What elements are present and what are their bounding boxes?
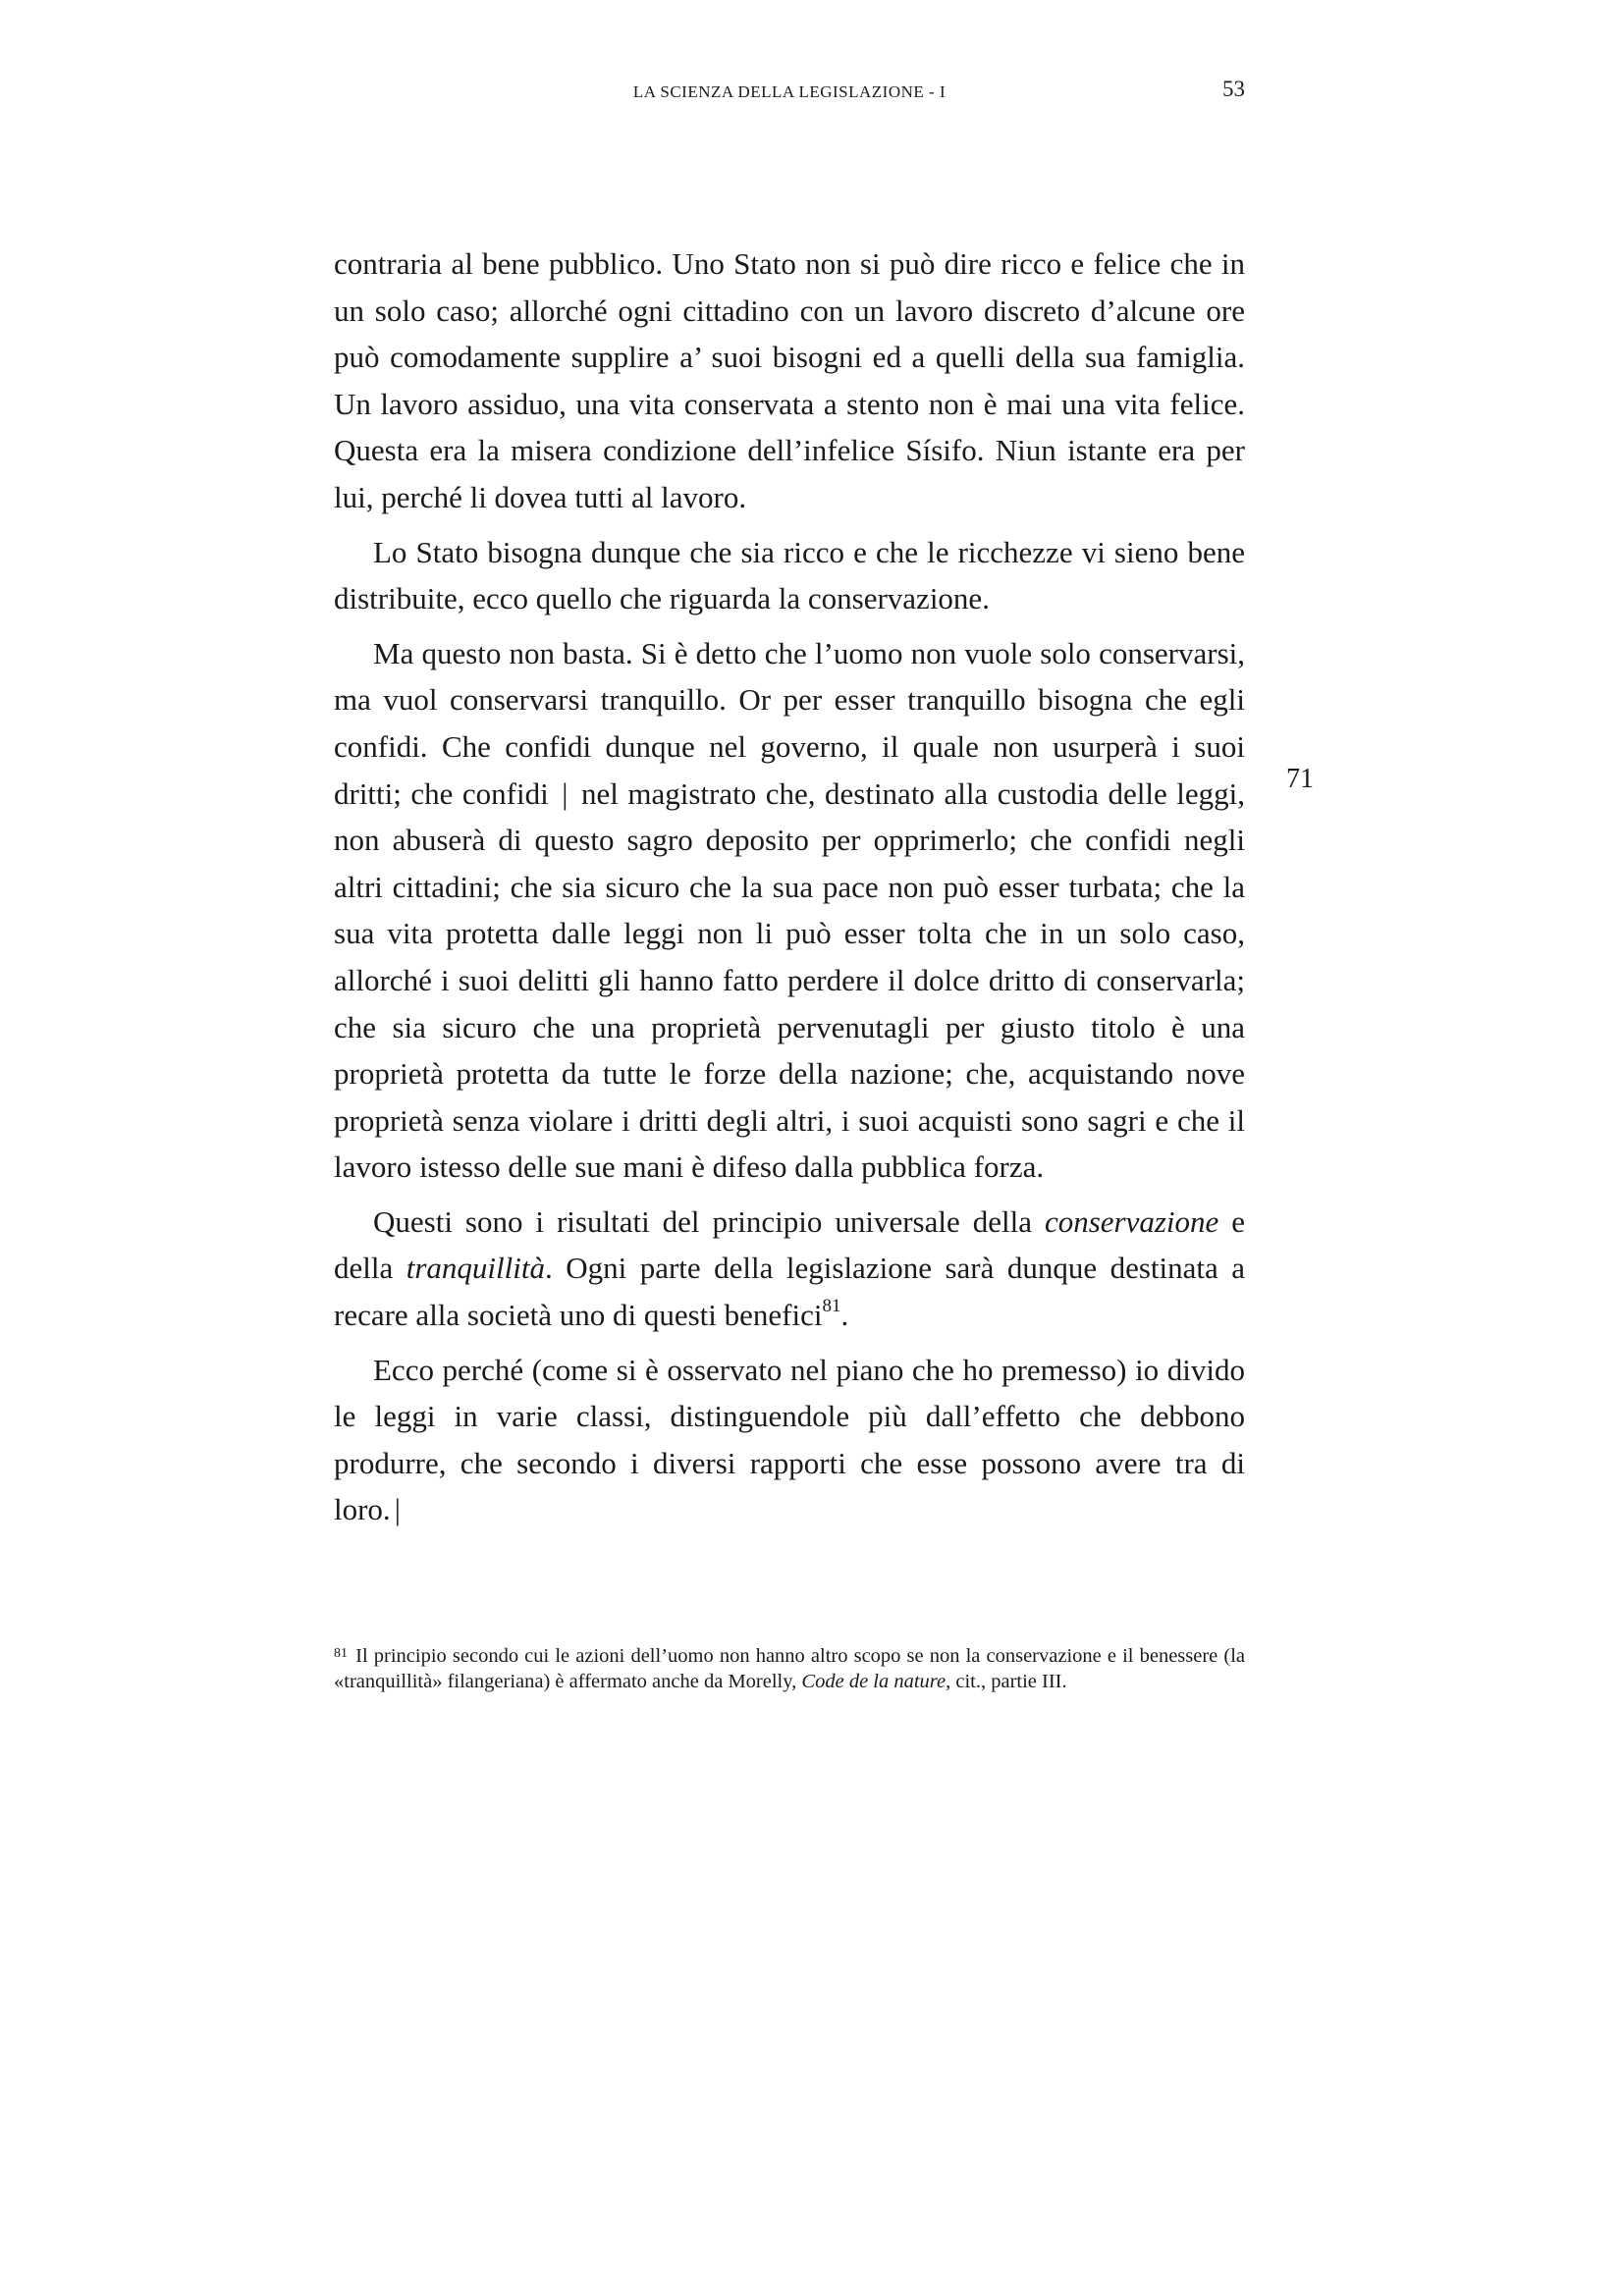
footnote-cited-title: Code de la nature [801, 1671, 947, 1692]
emphasis-conservazione: conservazione [1044, 1203, 1219, 1239]
page-break-marker: | [562, 775, 568, 811]
paragraph-5 [334, 1347, 1245, 1533]
paragraph-4-end: . Ogni parte della legislazione sarà dunque destinata a recare alla società uno di questi benefici [334, 1251, 1246, 1333]
running-title: LA SCIENZA DELLA LEGISLAZIONE - I [632, 82, 947, 101]
footnote-reference[interactable]: 81 [822, 1296, 841, 1317]
paragraph-4-start: Questi sono i risultati del principio universale della [373, 1203, 1032, 1239]
footnote-text-start: Il principio secondo cui le azioni dell’uomo non hanno altro scopo se non la conservazione e il benessere (la «tranquillità» filangeriana) è affermato anche da Morelly, [334, 1645, 1246, 1692]
paragraph-2: Lo Stato bisogna dunque che sia ricco e che le ricchezze vi sieno bene distribuite, ecco quello che riguarda la conservazione. [334, 534, 1245, 616]
paragraph-3 [334, 630, 1245, 1191]
footnote-number: 81 [334, 1646, 348, 1661]
emphasis-tranquillita: tranquillità [406, 1251, 545, 1286]
margin-page-reference: 71 [1286, 764, 1314, 794]
footnote-text-end: , cit., partie III. [946, 1671, 1067, 1692]
paragraph-3-part-b: nel magistrato che, destinato alla custodia delle leggi, non abuserà di questo sagro deposito per opprimerlo; che confidi negli altri cittadini; che sia sicuro che la sua pace non può esser turbata; che la sua vita protetta dalle leggi non li può esser tolta che in un solo caso, allorché i suoi delitti gli hanno fatto perdere il dolce dritto di conservarla; che sia sicuro che una proprietà pervenutagli per giusto titolo è una proprietà protetta da tutte le forze della nazione; che, acquistando nove proprietà senza violare i dritti degli altri, i suoi acquisti sono sagri e che il lavoro istesso delle sue mani è difeso dalla pubblica forza. [334, 775, 1246, 1185]
paragraph-3-part-a: Ma questo non basta. Si è detto che l’uomo non vuole solo conservarsi, ma vuol conservarsi tranquillo. Or per esser tranquillo bisogna che egli confidi. Che confidi dunque nel governo, il quale non usurperà i suoi dritti; che confidi [334, 635, 1245, 811]
paragraph-4-middle: e della [334, 1203, 1246, 1286]
page-number: 53 [1222, 77, 1245, 101]
body-text [334, 240, 1245, 1541]
running-head [334, 77, 1245, 106]
footnote [334, 1641, 1245, 1694]
paragraph-4 [334, 1199, 1245, 1339]
page-break-marker-end: | [394, 1492, 401, 1527]
paragraph-1: contraria al bene pubblico. Uno Stato non si può dire ricco e felice che in un solo caso; allorché ogni cittadino con un lavoro discreto d’alcune ore può comodamente supplire a’ suoi bisogni ed a quelli della sua famiglia. Un lavoro assiduo, una vita conservata a stento non è mai una vita felice. Questa era la misera condizione dell’infelice Sísifo. Niun istante era per lui, perché li dovea tutti al lavoro. [334, 246, 1245, 514]
paragraph-5-text: Ecco perché (come si è osservato nel piano che ho premesso) io divido le leggi in varie classi, distinguendole più dall’effetto che debbono produrre, che secondo i diversi rapporti che esse possono avere tra di loro. [334, 1352, 1245, 1527]
paragraph-4-period: . [840, 1298, 849, 1333]
